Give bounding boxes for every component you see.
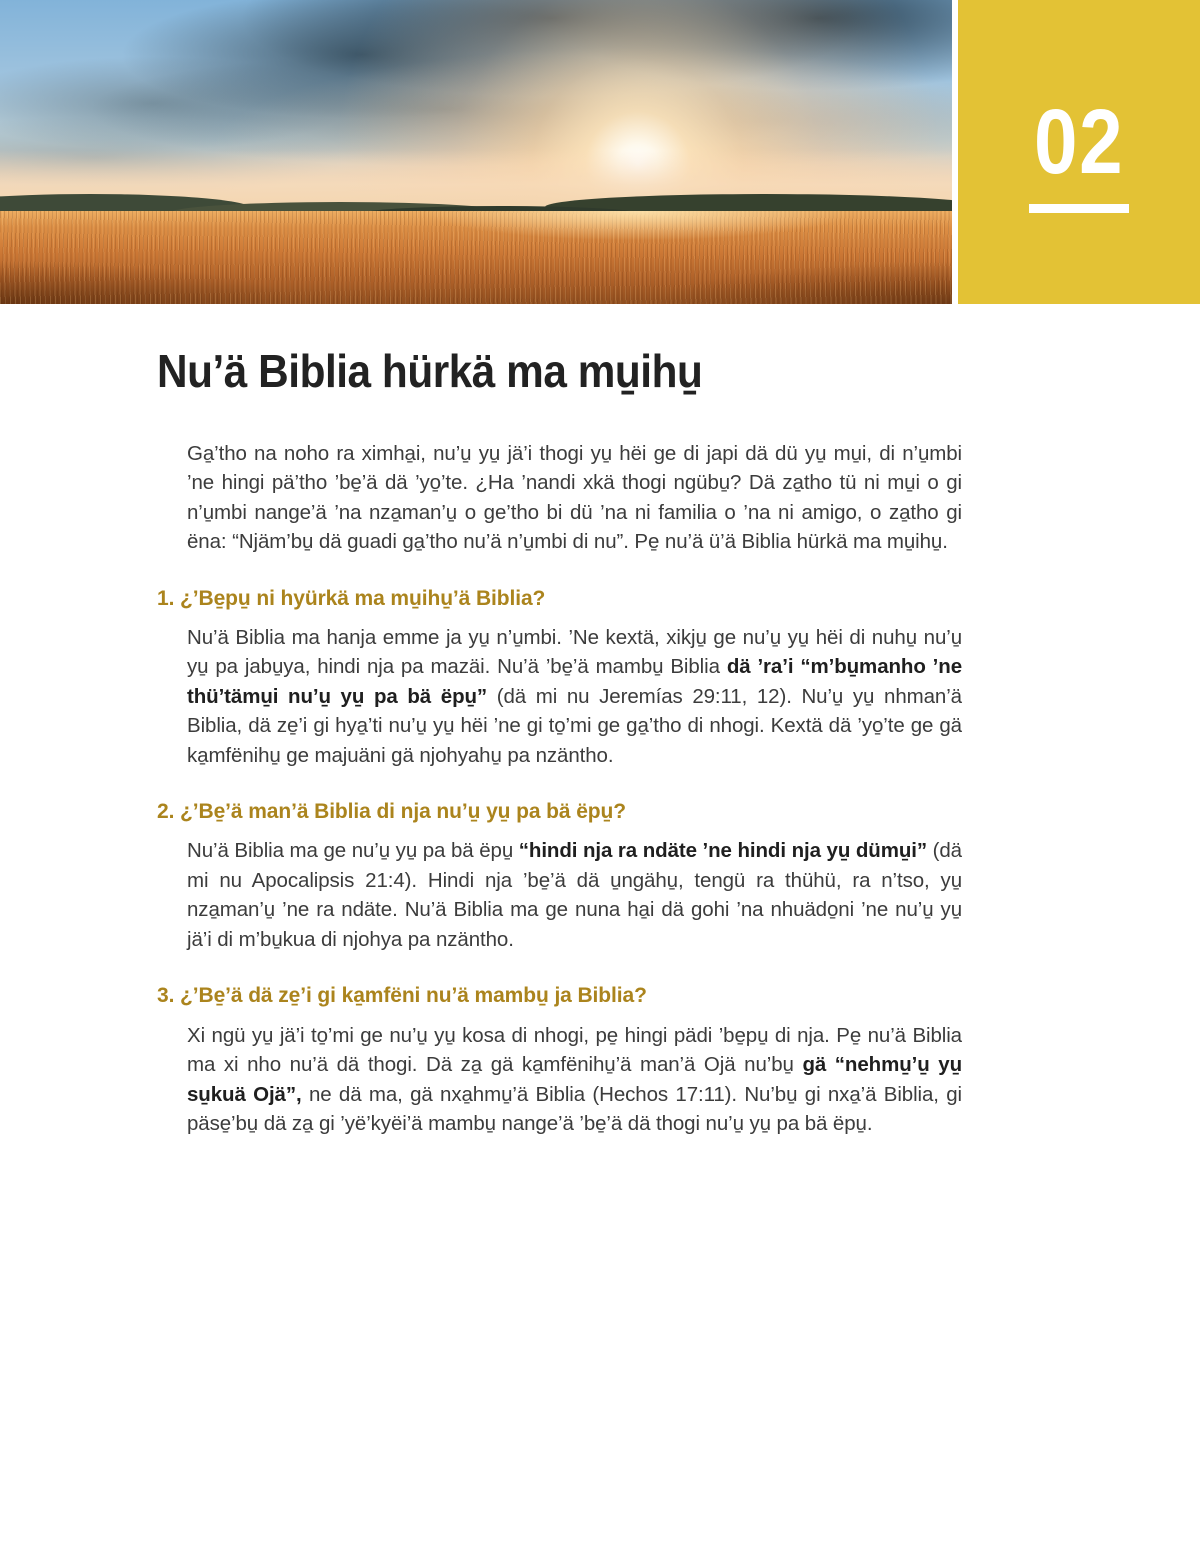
wheat-field [0, 211, 952, 304]
paragraph-text: Xi ngü yu̱ jä’i to̱’mi ge nu’u̱ yu̱ kosa di nhogi, pe̱ hingi pädi ’be̱pu̱ di nja. Pe̱ nu’ä Biblia ma xi nho nu’ä dä thogi. Dä za̱ gä ka̱mfënihu̱’ä man’ä Ojä nu’bu̱ [187, 1023, 962, 1077]
section-3 [157, 984, 963, 1138]
bold-scripture-quote: dä ’ra’i “m’bu̱manho ’ne thü’tämu̱i nu’u̱ yu̱ pa bä ëpu̱” [187, 655, 962, 708]
section-2-paragraph [187, 836, 962, 954]
section-1 [157, 587, 963, 771]
section-2-question: 2. ¿’Be̱’ä man’ä Biblia di nja nu’u̱ yu̱ pa bä ëpu̱? [157, 800, 626, 824]
paragraph-text: (dä mi nu Jeremías 29:11, 12). Nu’u̱ yu̱ nhman’ä Biblia, dä ze̱’i gi hya̱’ti nu’u̱ yu̱ hëi ’ne gi to̱’mi ge ga̱’tho di nhogi. Kextä dä ’yo̱’te ge gä ka̱mfënihu̱ ge majuäni gä njohyahu̱ pa nzäntho. [187, 684, 962, 767]
chapter-number-underline [1029, 204, 1129, 213]
bold-scripture-quote: “hindi nja ra ndäte ’ne hindi nja yu̱ dümu̱i” [518, 839, 928, 863]
hero-photo [0, 0, 952, 304]
section-1-paragraph [187, 623, 962, 771]
chapter-badge [958, 0, 1200, 304]
paragraph-text: (dä mi nu Apocalipsis 21:4). Hindi nja ’be̱’ä dä u̱ngähu̱, tengü ra thühü, ra n’tso, yu̱ nza̱man’u̱ ’ne ra ndäte. Nu’ä Biblia ma ge nuna ha̱i dä gohi ’na nhuädo̱ni ’ne nu’u̱ yu̱ jä’i di m’bu̱kua di njohya pa nzäntho. [187, 839, 962, 951]
paragraph-text: Nu’ä Biblia ma hanja emme ja yu̱ n’u̱mbi. ’Ne kextä, xikju̱ ge nu’u̱ yu̱ hëi di nuhu̱ nu’u̱ yu̱ pa jabu̱ya, hindi nja pa mazäi. Nu’ä ’be̱’ä mambu̱ Biblia [187, 625, 962, 679]
paragraph-text: ne dä ma, gä nxa̱hmu̱’ä Biblia (Hechos 17:11). Nu’bu̱ gi nxa̱’ä Biblia, gi päse̱’bu̱ dä za̱ gi ’yë’kyëi’ä mambu̱ nange’ä ’be̱’ä dä thogi nu’u̱ yu̱ pa bä ëpu̱. [187, 1082, 962, 1136]
article [157, 346, 963, 1139]
section-3-question: 3. ¿’Be̱’ä dä ze̱’i gi ka̱mfëni nu’ä mambu̱ ja Biblia? [157, 984, 647, 1008]
page-title: Nu’ä Biblia hürkä ma mu̱ihu̱ [157, 345, 703, 397]
section-1-question: 1. ¿’Be̱pu̱ ni hyürkä ma mu̱ihu̱’ä Biblia? [157, 586, 546, 610]
bold-scripture-quote: gä “nehmu̱’u̱ yu̱ su̱kuä Ojä”, [187, 1053, 962, 1106]
section-2 [157, 800, 963, 954]
chapter-number: 02 [1033, 91, 1125, 193]
intro-paragraph: Ga̱’tho na noho ra ximha̱i, nu’u̱ yu̱ jä’i thogi yu̱ hëi ge di japi dä dü yu̱ mu̱i, di n’u̱mbi ’ne hingi pä’tho ’be̱’ä dä ’yo̱’te. ¿Ha ’nandi xkä thogi ngübu̱? Dä za̱tho tü ni mu̱i o gi n’u̱mbi nange’ä ’na nza̱man’u̱ o ge’tho bi dü ’na ni familia o ’na ni amigo, o za̱tho gi ëna: “Njäm’bu̱ dä guadi ga̱’tho nu’ä n’u̱mbi di nu”. Pe̱ nu’ä ü’ä Biblia hürkä ma mu̱ihu̱. [187, 441, 962, 554]
section-3-paragraph [187, 1021, 962, 1139]
paragraph-text: Nu’ä Biblia ma ge nu’u̱ yu̱ pa bä ëpu̱ [187, 839, 519, 863]
